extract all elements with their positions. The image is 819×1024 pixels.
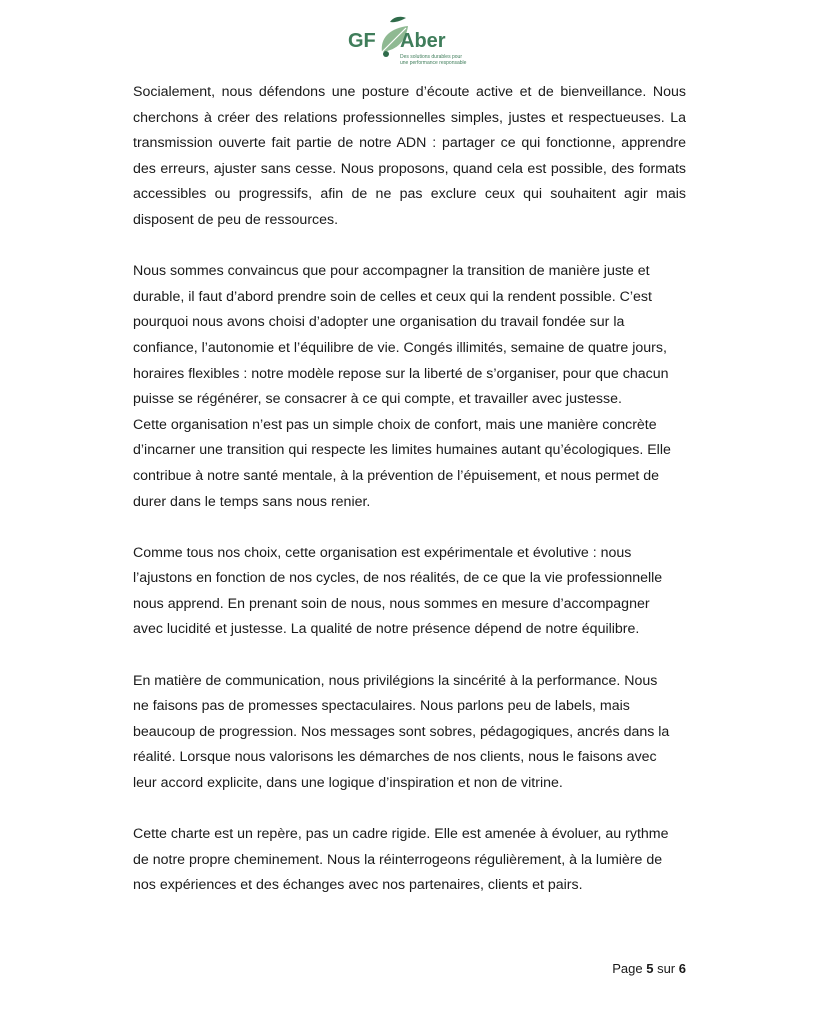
text-line: Comme tous nos choix, cette organisation est expérimentale et évolutive : nous	[133, 544, 632, 561]
paragraph-charter-conclusion	[133, 822, 686, 899]
text-line: confiance, l’autonomie et l’équilibre de vie. Congés illimités, semaine de quatre jours,	[133, 339, 667, 356]
text-line: Cette organisation n’est pas un simple choix de confort, mais une manière concrète	[133, 416, 657, 433]
page-current: 5	[646, 961, 654, 976]
text-line: cherchons à créer des relations professionnelles simples, justes et respectueuses. La	[133, 109, 686, 126]
logo-brand-right: Aber	[400, 30, 446, 52]
paragraph-work-organisation	[133, 259, 686, 515]
text-line: formats accessibles ou progressifs, afin de ne pas exclure ceux qui souhaitent agir	[133, 160, 686, 203]
text-line: leur accord explicite, dans une logique d’inspiration et non de vitrine.	[133, 775, 563, 792]
text-line: de notre propre cheminement. Nous la réinterrogeons régulièrement, à la lumière de	[133, 851, 663, 868]
text-line: Socialement, nous défendons une posture d’écoute active et de bienveillance. Nous	[133, 84, 686, 100]
text-line: nous apprend. En prenant soin de nous, nous sommes en mesure d’accompagner	[133, 595, 650, 612]
text-line: durer dans le temps sans nous renier.	[133, 493, 371, 510]
page-total: 6	[678, 961, 686, 976]
paragraph-communication	[133, 669, 686, 797]
text-line: beaucoup de progression. Nos messages sont sobres, pédagogiques, ancrés dans la	[133, 723, 670, 740]
text-line: avec lucidité et justesse. La qualité de notre présence dépend de notre équilibre.	[133, 621, 640, 638]
page-prefix: Page	[612, 961, 643, 976]
text-line: d’incarner une transition qui respecte les limites humaines autant qu’écologiques. Elle	[133, 442, 671, 459]
text-line: des erreurs, ajuster sans cesse. Nous proposons, quand cela est possible, des	[133, 160, 635, 177]
text-line: puisse se régénérer, se consacrer à ce qui compte, et travailler avec justesse.	[133, 391, 622, 408]
text-line: pourquoi nous avons choisi d’adopter une organisation du travail fondée sur la	[133, 314, 625, 331]
text-line: En matière de communication, nous privilégions la sincérité à la performance. Nous	[133, 672, 658, 689]
document-body	[133, 80, 686, 899]
text-line: l’ajustons en fonction de nos cycles, de nos réalités, de ce que la vie professionnelle	[133, 570, 663, 587]
text-line: nos expériences et des échanges avec nos partenaires, clients et pairs.	[133, 877, 583, 894]
text-line: Nous sommes convaincus que pour accompagner la transition de manière juste et	[133, 263, 650, 280]
text-line: réalité. Lorsque nous valorisons les démarches de nos clients, nous le faisons avec	[133, 749, 657, 766]
text-line: mais disposent de peu de ressources.	[133, 186, 686, 228]
text-line: horaires flexibles : notre modèle repose sur la liberté de s’organiser, pour que chacun	[133, 365, 669, 382]
company-logo	[346, 12, 476, 72]
logo-brand-left: GF	[348, 30, 376, 52]
text-line: ne faisons pas de promesses spectaculaires. Nous parlons peu de labels, mais	[133, 698, 630, 715]
paragraph-experimental-organisation	[133, 541, 686, 643]
logo-tagline-line2: une performance responsable	[400, 60, 467, 66]
text-line: durable, il faut d’abord prendre soin de celles et ceux qui la rendent possible. C’est	[133, 288, 652, 305]
text-line: Cette charte est un repère, pas un cadre rigide. Elle est amenée à évoluer, au rythme	[133, 826, 669, 843]
logo-tagline-line1: Des solutions durables pour	[400, 54, 462, 60]
paragraph-social-posture	[133, 80, 686, 234]
page-separator: sur	[657, 961, 676, 976]
page-number	[612, 961, 686, 976]
text-line: transmission ouverte fait partie de notre ADN : partager ce qui fonctionne, apprendre	[133, 135, 686, 152]
text-line: contribue à notre santé mentale, à la prévention de l’épuisement, et nous permet de	[133, 467, 660, 484]
